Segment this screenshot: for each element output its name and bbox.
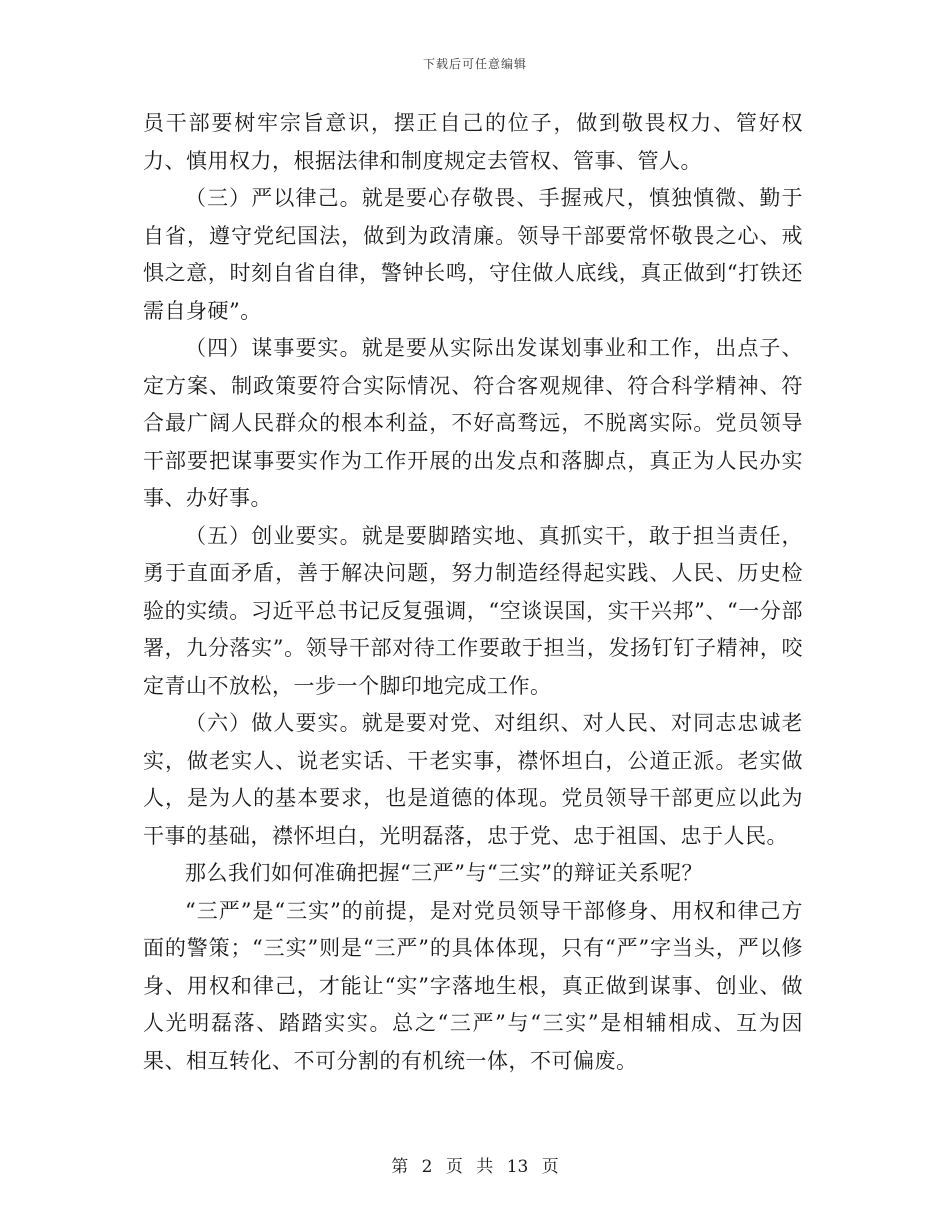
paragraph-strict-self-discipline: （三）严以律己。就是要心存敬畏、手握戒尺，慎独慎微、勤于自省，遵守党纪国法，做到为政清廉。领导干部要常怀敬畏之心、戒惧之意，时刻自省自律，警钟长鸣，守住做人底线，真正做到“打铁还需自身硬”。 (143, 186, 803, 323)
page-header: 下载后可任意编辑 (422, 57, 527, 71)
footer-prefix: 第 (391, 1157, 409, 1177)
footer-total-label: 共 (476, 1157, 494, 1177)
paragraph-practical-planning: （四）谋事要实。就是要从实际出发谋划事业和工作，出点子、定方案、制政策要符合实际情况、符合客观规律、符合科学精神、符合最广阔人民群众的根本利益，不好高骛远，不脱离实际。党员领导干部要把谋事要实作为工作开展的出发点和落脚点，真正为人民办实事、办好事。 (143, 336, 803, 510)
document-body (143, 105, 803, 1080)
paragraph-continuation: 员干部要树牢宗旨意识，摆正自己的位子，做到敬畏权力、管好权力、慎用权力，根据法律和制度规定去管权、管事、管人。 (143, 111, 803, 173)
footer-page-label: 页 (445, 1157, 463, 1177)
paragraph-question: 那么我们如何准确把握“三严”与“三实”的辩证关系呢？ (185, 861, 703, 885)
page-number-footer (0, 1152, 950, 1177)
paragraph-practical-conduct: （六）做人要实。就是要对党、对组织、对人民、对同志忠诚老实，做老实人、说老实话、干老实事，襟怀坦白，公道正派。老实做人，是为人的基本要求，也是道德的体现。党员领导干部更应以此为干事的基础，襟怀坦白，光明磊落，忠于党、忠于祖国、忠于人民。 (143, 711, 803, 848)
paragraph-conclusion: “三严”是“三实”的前提，是对党员领导干部修身、用权和律己方面的警策；“三实”则是“三严”的具体体现，只有“严”字当头，严以修身、用权和律己，才能让“实”字落地生根，真正做到谋事、创业、做人光明磊落、踏踏实实。总之“三严”与“三实”是相辅相成、互为因果、相互转化、不可分割的有机统一体，不可偏废。 (143, 898, 803, 1073)
footer-suffix: 页 (541, 1157, 559, 1177)
total-page-count: 13 (506, 1157, 529, 1177)
paragraph-practical-enterprise: （五）创业要实。就是要脚踏实地、真抓实干，敢于担当责任，勇于直面矛盾，善于解决问题，努力制造经得起实践、人民、历史检验的实绩。习近平总书记反复强调，“空谈误国，实干兴邦”、“一分部署，九分落实”。领导干部对待工作要敢于担当，发扬钉钉子精神，咬定青山不放松，一步一个脚印地完成工作。 (143, 523, 803, 698)
current-page-number: 2 (421, 1157, 433, 1177)
